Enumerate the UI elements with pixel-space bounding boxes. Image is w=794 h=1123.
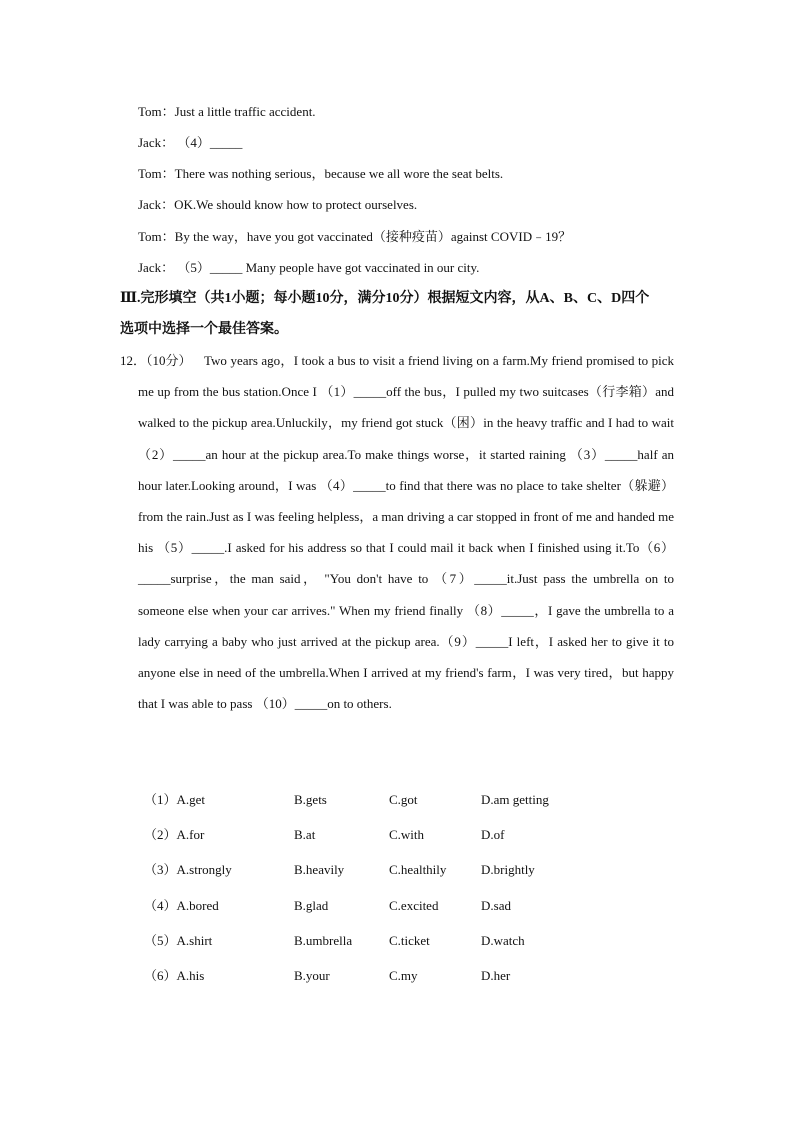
speaker: Tom： — [138, 229, 175, 244]
option-a: A.get — [176, 792, 206, 807]
dialogue-text: There was nothing serious，because we all wore the seat belts. — [174, 166, 504, 181]
option-number: （2） — [144, 827, 177, 842]
option-a: A.his — [176, 968, 205, 983]
speaker: Tom： — [138, 166, 175, 181]
option-c: C.my — [389, 968, 418, 983]
option-b: B.heavily — [294, 862, 345, 877]
option-b: B.gets — [294, 792, 327, 807]
section-heading: Ⅲ.完形填空（共1小题；每小题10分，满分10分）根据短文内容，从A、B、C、D四个 — [120, 291, 650, 306]
speaker: Tom： — [138, 104, 175, 119]
dialogue-line — [138, 229, 571, 245]
option-d: D.am getting — [481, 792, 549, 807]
dialogue-text: OK.We should know how to protect ourselves. — [174, 197, 418, 212]
option-number: （6） — [144, 968, 177, 983]
option-c: C.with — [389, 827, 425, 842]
option-a: A.for — [176, 827, 205, 842]
dialogue-line — [138, 104, 316, 120]
question-number: 12．（10分） — [120, 353, 192, 368]
option-a: A.shirt — [176, 933, 213, 948]
option-a: A.strongly — [176, 862, 232, 877]
cloze-passage: Two years ago，I took a bus to visit a friend living on a farm.My friend promised to pick me up from the bus station.Once I （1）_____off the bus，I pulled my two suitcases（行李箱）and walked to the pickup area.Unluckily，my friend got stuck（困）in the heavy traffic and I had to wait （2）_____an hour at the pickup area.To make things worse，it started raining （3）_____half an hour later.Looking around，I was （4）_____to find that there was no place to take shelter（躲避）from the rain.Just as I was feeling helpless，a man driving a car stopped in front of me and handed me his （5）_____.I asked for his address so that I could mail it back when I finished using it.To（6）_____surprise，the man said， "You don't have to （7）_____it.Just pass the umbrella on to someone else when your car arrives." When my friend finally （8）_____，I gave the umbrella to a lady carrying a baby who just arrived at the pickup area.（9）_____I left，I asked her to give it to anyone else in need of the umbrella.When I arrived at my friend's farm，I was very tired，but happy that I was able to pass （10）_____on to others. — [138, 353, 674, 712]
option-number: （1） — [144, 792, 177, 807]
option-a: A.bored — [176, 898, 219, 913]
option-d: D.brightly — [481, 862, 535, 877]
speaker: Jack： — [138, 135, 175, 150]
dialogue-line — [138, 135, 242, 151]
option-b: B.umbrella — [294, 933, 353, 948]
dialogue-text: By the way，have you got vaccinated（接种疫苗）against COVID﹣19？ — [174, 229, 572, 244]
option-b: B.your — [294, 968, 330, 983]
option-b: B.glad — [294, 898, 329, 913]
dialogue-text: （5）_____ Many people have got vaccinated in our city. — [177, 260, 480, 275]
speaker: Jack： — [138, 260, 175, 275]
option-number: （4） — [144, 898, 177, 913]
option-number: （3） — [144, 862, 177, 877]
dialogue-line — [138, 197, 417, 213]
option-c: C.excited — [389, 898, 439, 913]
option-d: D.sad — [481, 898, 511, 913]
speaker: Jack： — [138, 197, 175, 212]
option-c: C.healthily — [389, 862, 447, 877]
dialogue-text: Just a little traffic accident. — [174, 104, 316, 119]
option-b: B.at — [294, 827, 316, 842]
option-d: D.her — [481, 968, 511, 983]
option-c: C.got — [389, 792, 418, 807]
dialogue-line — [138, 260, 479, 276]
dialogue-text: （4）_____ — [177, 135, 243, 150]
dialogue-line — [138, 166, 503, 182]
option-d: D.watch — [481, 933, 525, 948]
section-heading-cont: 选项中选择一个最佳答案。 — [120, 322, 288, 337]
option-number: （5） — [144, 933, 177, 948]
option-c: C.ticket — [389, 933, 430, 948]
option-d: D.of — [481, 827, 505, 842]
